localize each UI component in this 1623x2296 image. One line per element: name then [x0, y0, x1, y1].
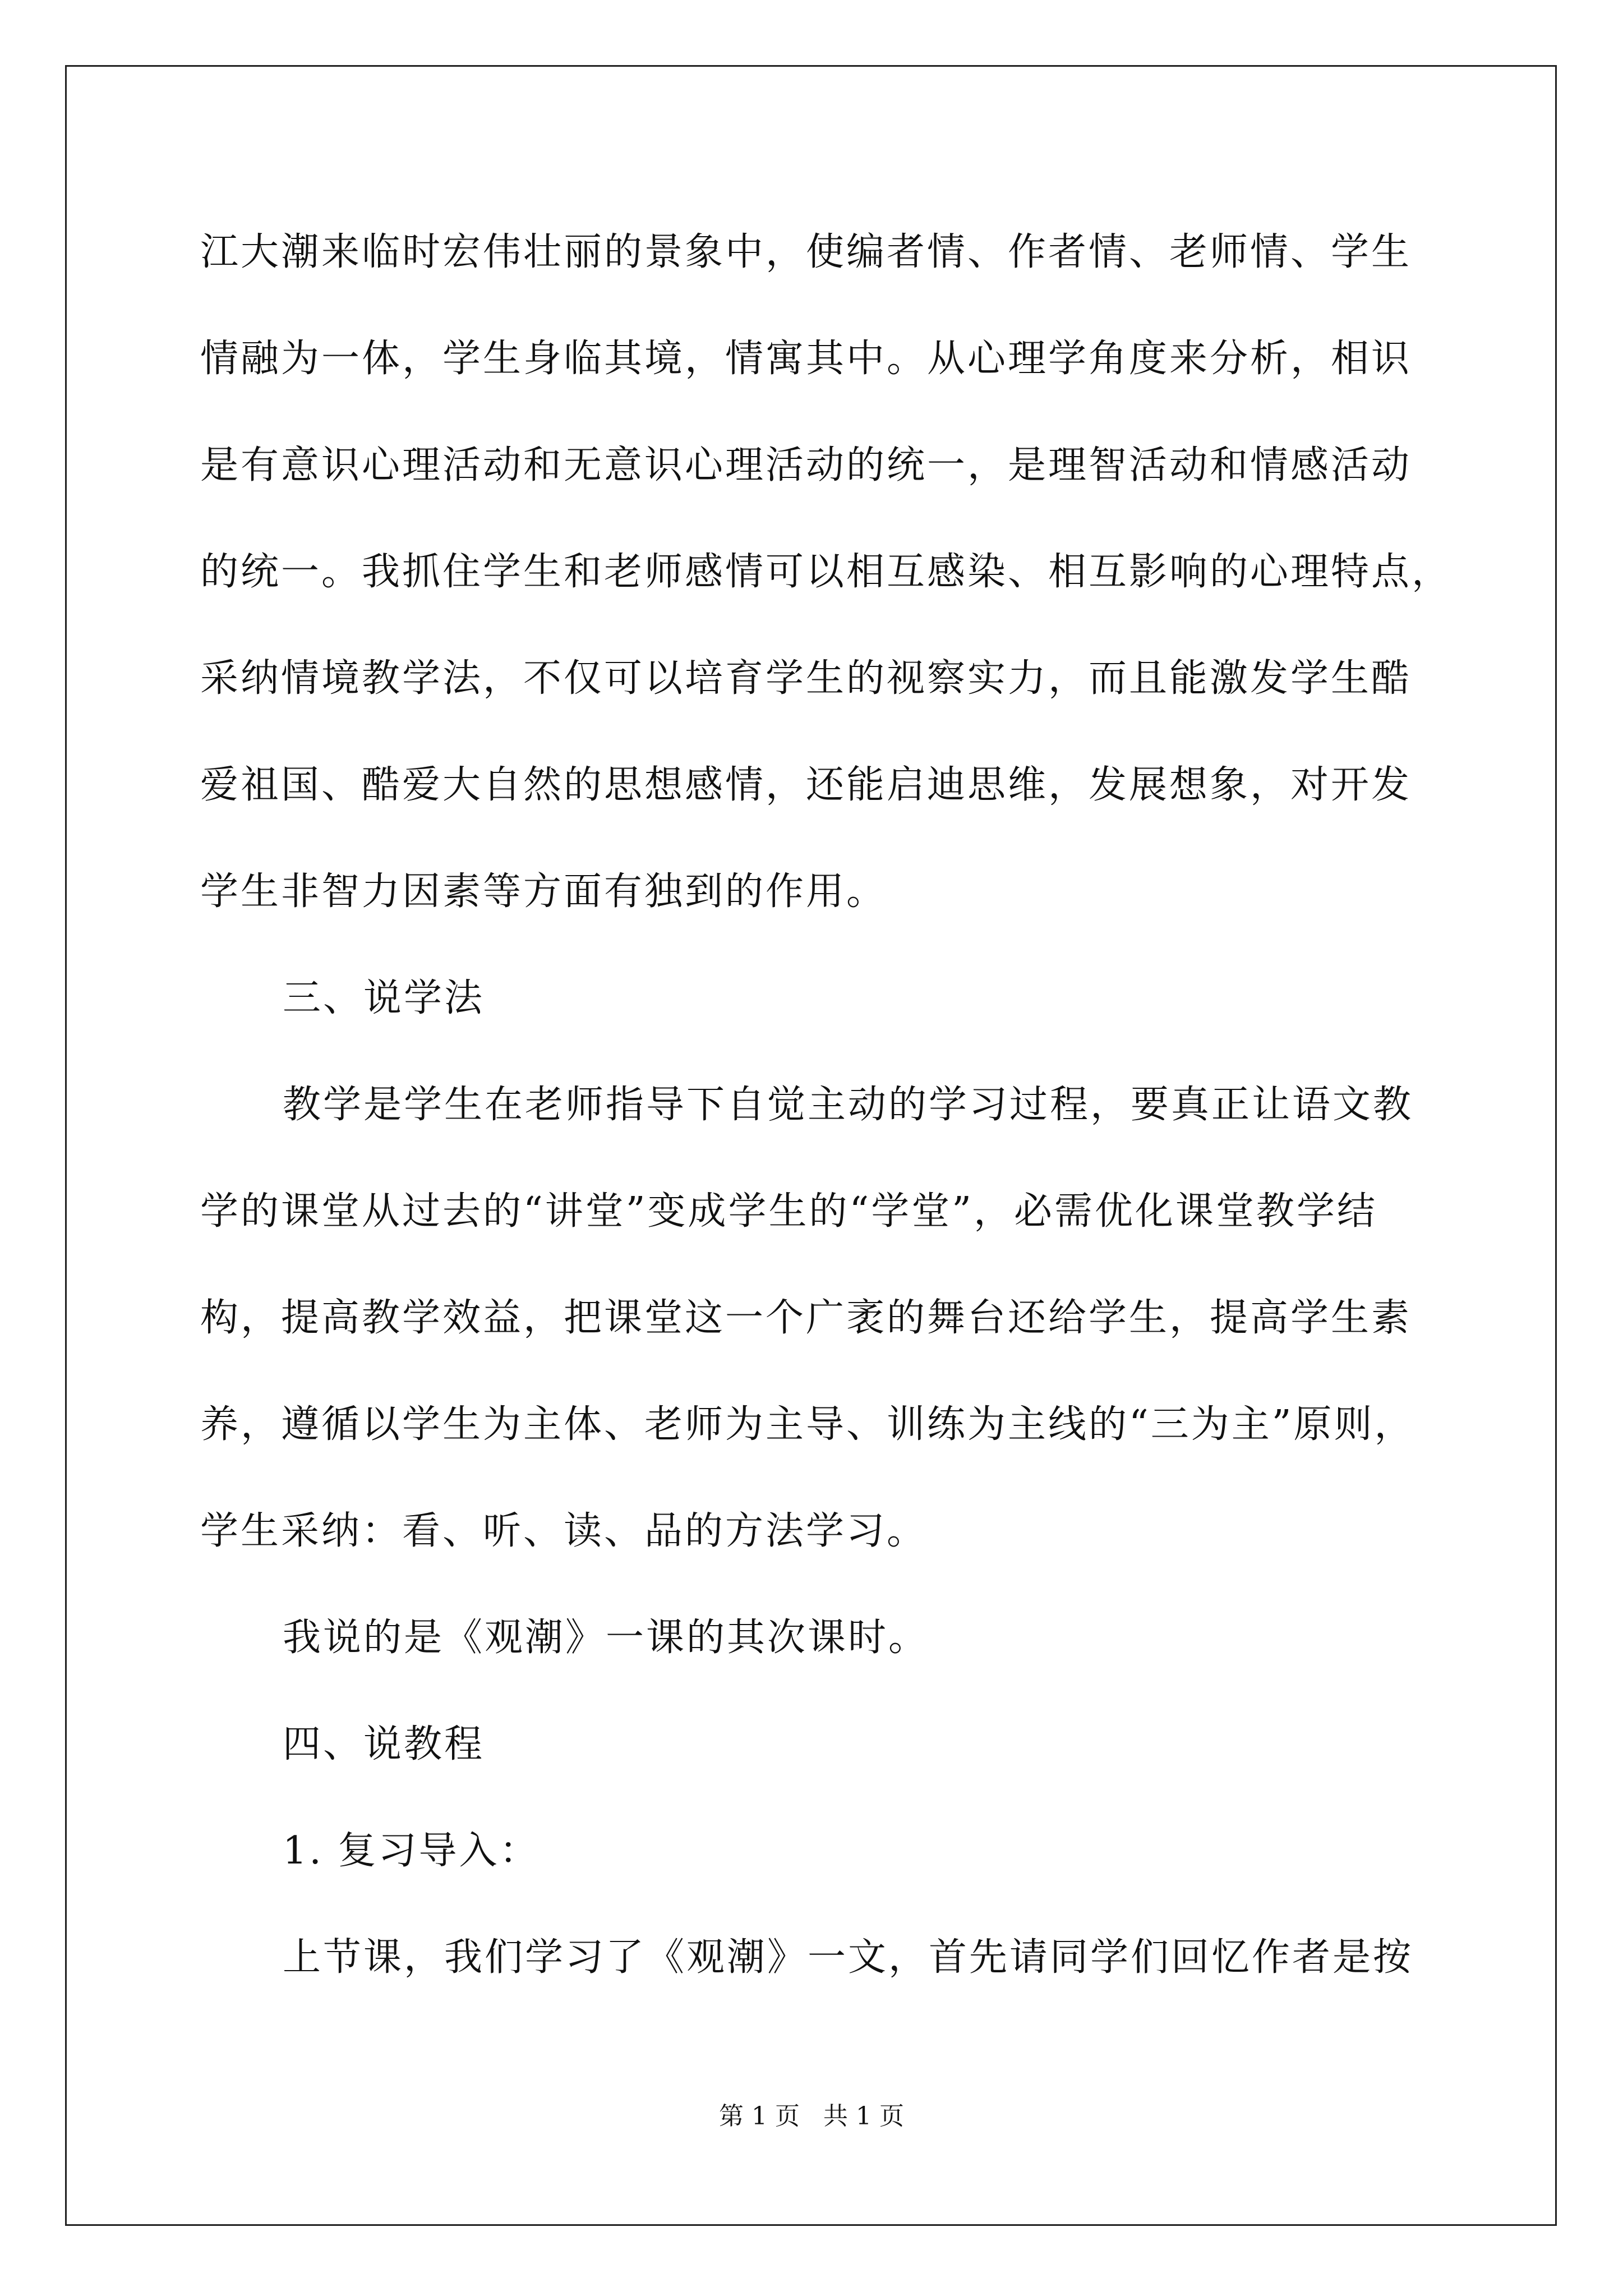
body-text-line: 学的课堂从过去的“讲堂”变成学生的“学堂”，必需优化课堂教学结 [200, 1189, 1378, 1234]
body-text-line: 上节课，我们学习了《观潮》一文，首先请同学们回忆作者是按 [283, 1935, 1414, 1980]
body-text-line: 学生非智力因素等方面有独到的作用。 [200, 869, 887, 914]
body-text-line: 是有意识心理活动和无意识心理活动的统一，是理智活动和情感活动 [200, 443, 1412, 487]
section-heading: 四、说教程 [283, 1722, 485, 1766]
body-text-line: 养，遵循以学生为主体、老师为主导、训练为主线的“三为主”原则， [200, 1402, 1415, 1447]
body-text-line: 构，提高教学效益，把课堂这一个广袤的舞台还给学生，提高学生素 [200, 1296, 1412, 1340]
page-border [65, 65, 1557, 2226]
body-text-line: 情融为一体，学生身临其境，情寓其中。从心理学角度来分析，相识 [200, 337, 1412, 381]
body-text-line: 采纳情境教学法，不仅可以培育学生的视察实力，而且能激发学生酷 [200, 656, 1412, 701]
body-text-line: 我说的是《观潮》一课的其次课时。 [283, 1616, 929, 1660]
body-text-line: 江大潮来临时宏伟壮丽的景象中，使编者情、作者情、老师情、学生 [200, 230, 1412, 274]
body-text-line: 学生采纳：看、听、读、品的方法学习。 [200, 1509, 928, 1553]
body-text-line: 教学是学生在老师指导下自觉主动的学习过程，要真正让语文教 [283, 1083, 1414, 1127]
body-text-line: 的统一。我抓住学生和老师感情可以相互感染、相互影响的心理特点， [200, 550, 1453, 594]
body-text-line: 爱祖国、酷爱大自然的思想感情，还能启迪思维，发展想象，对开发 [200, 763, 1412, 807]
page-number-footer: 第 1 页 共 1 页 [719, 2102, 904, 2131]
subsection-heading: 1. 复习导入： [283, 1829, 540, 1873]
section-heading: 三、说学法 [283, 976, 485, 1020]
